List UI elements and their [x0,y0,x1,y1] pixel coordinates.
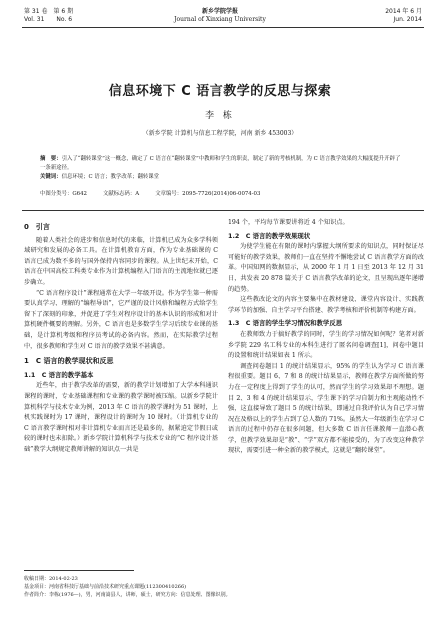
paper-title: 信息环境下 C 语言教学的反思与探索 [108,84,332,99]
paragraph: 这些教改论文的内容主要集中在教材建设、课堂内容设计、实践教学环节的加强、自主学习平台搭建、教学考核和评价机制等构建方面。 [228,296,424,314]
clc-number: 中图分类号：G642 [40,191,87,197]
paragraph: 为使学生能在有限的课时内掌握大纲所要求的知识点，同时保证尽可能好的教学效果，教师们一直在坚持不懈地尝试 C 语言教学方面的改革。中国知网的数据显示，从 2000 年 1 月 1 日至 2013 年 12 月 31 日，共发表 20 878 篇关于 C 语言教学改革的论文，且呈现出逐年递增的趋势。 [228,243,424,293]
subsection-heading: 1.3 C 语言的学生学习情况和教学反思 [228,319,343,328]
issue-date: 2014 年 6 月 Jun. 2014 [385,8,422,23]
author-bio: 作者简介：李栋(1976—)，男，河南嵩县人，讲师，硕士，研究方向：信息处理、图像识别。 [24,592,231,598]
journal-name: 新乡学院学报 Journal of Xinxiang University [174,8,266,23]
subsection-heading: 1.1 C 语言的教学基本 [24,370,94,379]
document-code: 文献标志码：A [102,191,140,197]
footnote [24,575,284,599]
paragraph: 调查问卷题目 1 的统计结果显示，95% 的学生认为学习 C 语言课程很重要。题目 6、7 和 8 的统计结果显示，教师在教学方面所做的努力在一定程度上得到了学生的认可，然而学生的学习效果却不理想。题目 2、3 和 4 的统计结果显示，学生课下的学习自制力和主观能动性不强，这直接导致了题目 5 的统计结果，即通过自我评价认为自己学习情况在及格以上的学生占到了总人数的 71%。虽然大一年级新生在学习 C 语言的过程中仍存在很多问题，但大多数 C 语言任课教师一直潜心教学，但教学效果却是“教”、“学”双方都不能接受的，为了改变这种教学现状，需要引进一种全新的教学模式，这就是“翻转课堂”。 [228,362,424,455]
keywords: 关键词：信息环境；C 语言；教学改革；翻转课堂 [40,174,160,180]
header-rule [22,27,424,28]
section-heading: 1 C 语言的教学现状和反思 [24,357,114,366]
received-date: 收稿日期：2014-02-23 [24,576,78,582]
body-rule [22,210,424,211]
classification-row [40,190,405,199]
paragraph: 在教师致力于搞好教学的同时，学生的学习情况如何呢？笔者对新乡学院 229 名工科专业的本科生进行了匿名问卷调查[1]，问卷中题目的设置和统计结果如表 1 所示。 [228,330,424,360]
fund-info: 基金项目：河南省科技厅基础与前沿技术研究重点课题(112300410266) [24,584,187,590]
footnote-rule [24,570,134,571]
abstract-block [40,155,405,182]
section-heading: 0 引言 [24,223,50,231]
article-number: 文章编号：2095-7726(2014)06-0074-03 [155,191,261,197]
volume-info: 第 31 卷 第 6 期 Vol. 31 No. 6 [24,8,74,23]
paragraph: 随着人类社会的进步和信息时代的来临，计算机已成为众多学科领域研究和发展的必备工具。在计算机教育方面，作为专业基础课的 C 语言已成为数不多的与国外保持内容同步的课程。从上世纪末开始，C 语言在中国高校工科类专业作为计算机编程入门语言的主流地位就已逐步确立。 [24,236,218,286]
paragraph: 近些年，由于教学改革的需要，新的教学计划增加了大学本科通识课程的课时，专业基础课程和专业课的教学课时被压缩。以新乡学院计算机科学与技术专业为例，2013 年 C 语言的教学课时为 51 课时，上机实践课时为 17 课时，课程设计的课时为 10 课时。（计算机专业的 C 语言教学课时相对非计算机专业而言还是最多的，据紧迫定节假日或较的课时也未扣除。）新乡学院计算机科学与技术专业的“C 程序设计基础”教学大纲规定教师讲解的知识点一共是 [24,382,218,453]
right-column [228,218,424,457]
subsection-heading: 1.2 C 语言的教学效果现状 [228,231,311,240]
paragraph: 194 个，平均每节课要讲将近 4 个知识点。 [228,219,349,226]
author-affiliation: （新乡学院 计算机与信息工程学院，河南 新乡 453003） [142,130,298,137]
paragraph: “C 语言程序设计”课程通常在大学一年级开设。作为学生第一种需要认真学习、理解的“编程导语”，它严谨的设计风格和编程方式给学生留下了深刻的印象，并促进了学生对程序设计的基本认识的形成和对计算机硬件概要的理解。另外，C 语言也是多数学生学习后续专业课的基础，是计算机考级和程序员考试的必备内容。然而，在实际教学过程中，很多教师和学生对 C 语言的教学效果不甚满意。 [24,289,218,350]
left-column [24,218,218,455]
author-name: 李 栋 [205,111,235,121]
abstract-text: 摘 要：引入了“翻转课堂”这一概念，确定了 C 语言在“翻转课堂”中教师和学生的职责，制定了新的考核机制，为 C 语言教学效果的大幅度提升开辟了一条新途径。 [40,156,401,171]
